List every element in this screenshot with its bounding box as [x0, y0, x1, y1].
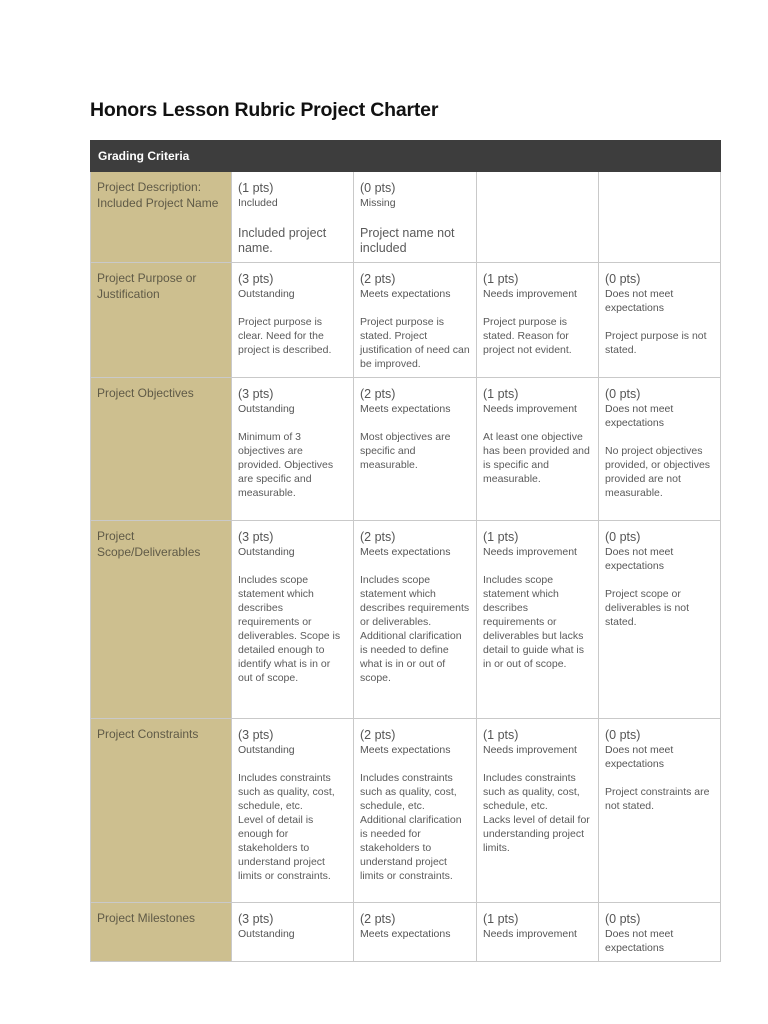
points-label: (0 pts)	[605, 272, 641, 286]
points-label: (2 pts)	[360, 912, 396, 926]
level-label: Meets expectations	[360, 928, 451, 940]
rating-description: Project purpose is not stated.	[605, 330, 707, 356]
rating-cell	[477, 719, 599, 903]
rating-description: Project constraints are not stated.	[605, 786, 710, 812]
rating-description: Includes scope statement which describes requirements or deliverables. Scope is detailed enough to identify what is in or out of scope.	[238, 574, 341, 684]
level-label: Does not meet expectations	[605, 546, 674, 572]
level-label: Needs improvement	[483, 546, 577, 558]
rating-description: Includes scope statement which describes requirements or deliverables but lacks detail to guide what is in or out of scope.	[483, 574, 584, 670]
rating-cell	[599, 521, 721, 719]
table-row	[91, 521, 721, 719]
rating-cell	[477, 378, 599, 521]
rating-cell	[354, 263, 477, 378]
rating-cell	[232, 378, 354, 521]
points-label: (3 pts)	[238, 387, 274, 401]
level-label: Does not meet expectations	[605, 744, 674, 770]
points-label: (1 pts)	[483, 728, 519, 742]
rating-description: Project name not included	[360, 226, 455, 255]
level-label: Needs improvement	[483, 403, 577, 415]
rating-cell	[477, 263, 599, 378]
points-label: (3 pts)	[238, 272, 274, 286]
empty-cell	[599, 172, 721, 263]
points-label: (0 pts)	[605, 728, 641, 742]
rating-description: Included project name.	[238, 226, 327, 255]
rating-cell	[599, 263, 721, 378]
rating-cell	[232, 263, 354, 378]
points-label: (1 pts)	[483, 912, 519, 926]
points-label: (3 pts)	[238, 728, 274, 742]
points-label: (0 pts)	[605, 387, 641, 401]
level-label: Meets expectations	[360, 288, 451, 300]
rating-cell	[599, 378, 721, 521]
level-label: Outstanding	[238, 403, 295, 415]
level-label: Missing	[360, 197, 396, 209]
rating-description: Project scope or deliverables is not stated.	[605, 588, 690, 628]
rating-cell	[232, 903, 354, 962]
criterion-cell: Project Constraints	[91, 719, 232, 903]
rating-description: Project purpose is stated. Reason for project not evident.	[483, 316, 572, 356]
rating-description: Project purpose is clear. Need for the project is described.	[238, 316, 332, 356]
level-label: Does not meet expectations	[605, 403, 674, 429]
table-row	[91, 719, 721, 903]
table-row	[91, 172, 721, 263]
grading-criteria-header: Grading Criteria	[91, 141, 721, 172]
rating-description: Includes scope statement which describes requirements or deliverables. Additional clarification is needed to define what is in or out of scope.	[360, 574, 470, 684]
points-label: (1 pts)	[483, 387, 519, 401]
rating-cell	[599, 903, 721, 962]
rubric-table	[90, 140, 721, 962]
points-label: (2 pts)	[360, 272, 396, 286]
points-label: (1 pts)	[483, 530, 519, 544]
level-label: Needs improvement	[483, 744, 577, 756]
criterion-cell: Project Milestones	[91, 903, 232, 962]
table-header-row	[91, 141, 721, 172]
rating-description: No project objectives provided, or objectives provided are not measurable.	[605, 445, 711, 499]
points-label: (3 pts)	[238, 912, 274, 926]
level-label: Outstanding	[238, 288, 295, 300]
rating-description: Most objectives are specific and measurable.	[360, 431, 451, 471]
level-label: Outstanding	[238, 546, 295, 558]
level-label: Does not meet expectations	[605, 928, 674, 954]
level-label: Meets expectations	[360, 546, 451, 558]
level-label: Meets expectations	[360, 403, 451, 415]
criterion-cell: Project Purpose or Justification	[91, 263, 232, 378]
points-label: (2 pts)	[360, 728, 396, 742]
rating-description: At least one objective has been provided and is specific and measurable.	[483, 431, 590, 485]
rating-description: Includes constraints such as quality, cost, schedule, etc. Additional clarification is needed for stakeholders to understand project limits or constraints.	[360, 772, 462, 882]
points-label: (1 pts)	[238, 181, 274, 195]
table-row	[91, 263, 721, 378]
document-title: Honors Lesson Rubric Project Charter	[90, 99, 439, 121]
rating-cell	[354, 719, 477, 903]
rating-cell	[354, 521, 477, 719]
table-row	[91, 378, 721, 521]
rating-description: Includes constraints such as quality, cost, schedule, etc. Level of detail is enough for stakeholders to understand project limits or constraints.	[238, 772, 335, 882]
rating-cell	[599, 719, 721, 903]
level-label: Needs improvement	[483, 288, 577, 300]
level-label: Outstanding	[238, 744, 295, 756]
rating-cell	[354, 903, 477, 962]
rating-cell	[354, 378, 477, 521]
empty-cell	[477, 172, 599, 263]
level-label: Needs improvement	[483, 928, 577, 940]
points-label: (0 pts)	[605, 912, 641, 926]
criterion-cell: Project Scope/Deliverables	[91, 521, 232, 719]
points-label: (1 pts)	[483, 272, 519, 286]
points-label: (0 pts)	[605, 530, 641, 544]
rating-cell	[354, 172, 477, 263]
rating-cell	[477, 521, 599, 719]
rating-cell	[477, 903, 599, 962]
criterion-cell: Project Description: Included Project Name	[91, 172, 232, 263]
criterion-cell: Project Objectives	[91, 378, 232, 521]
level-label: Does not meet expectations	[605, 288, 674, 314]
level-label: Included	[238, 197, 278, 209]
table-row	[91, 903, 721, 962]
rating-description: Includes constraints such as quality, cost, schedule, etc. Lacks level of detail for understanding project limits.	[483, 772, 590, 854]
points-label: (2 pts)	[360, 530, 396, 544]
points-label: (2 pts)	[360, 387, 396, 401]
level-label: Meets expectations	[360, 744, 451, 756]
rating-cell	[232, 172, 354, 263]
level-label: Outstanding	[238, 928, 295, 940]
rating-description: Project purpose is stated. Project justification of need can be improved.	[360, 316, 470, 370]
rating-cell	[232, 521, 354, 719]
points-label: (3 pts)	[238, 530, 274, 544]
rating-description: Minimum of 3 objectives are provided. Objectives are specific and measurable.	[238, 431, 334, 499]
points-label: (0 pts)	[360, 181, 396, 195]
rating-cell	[232, 719, 354, 903]
